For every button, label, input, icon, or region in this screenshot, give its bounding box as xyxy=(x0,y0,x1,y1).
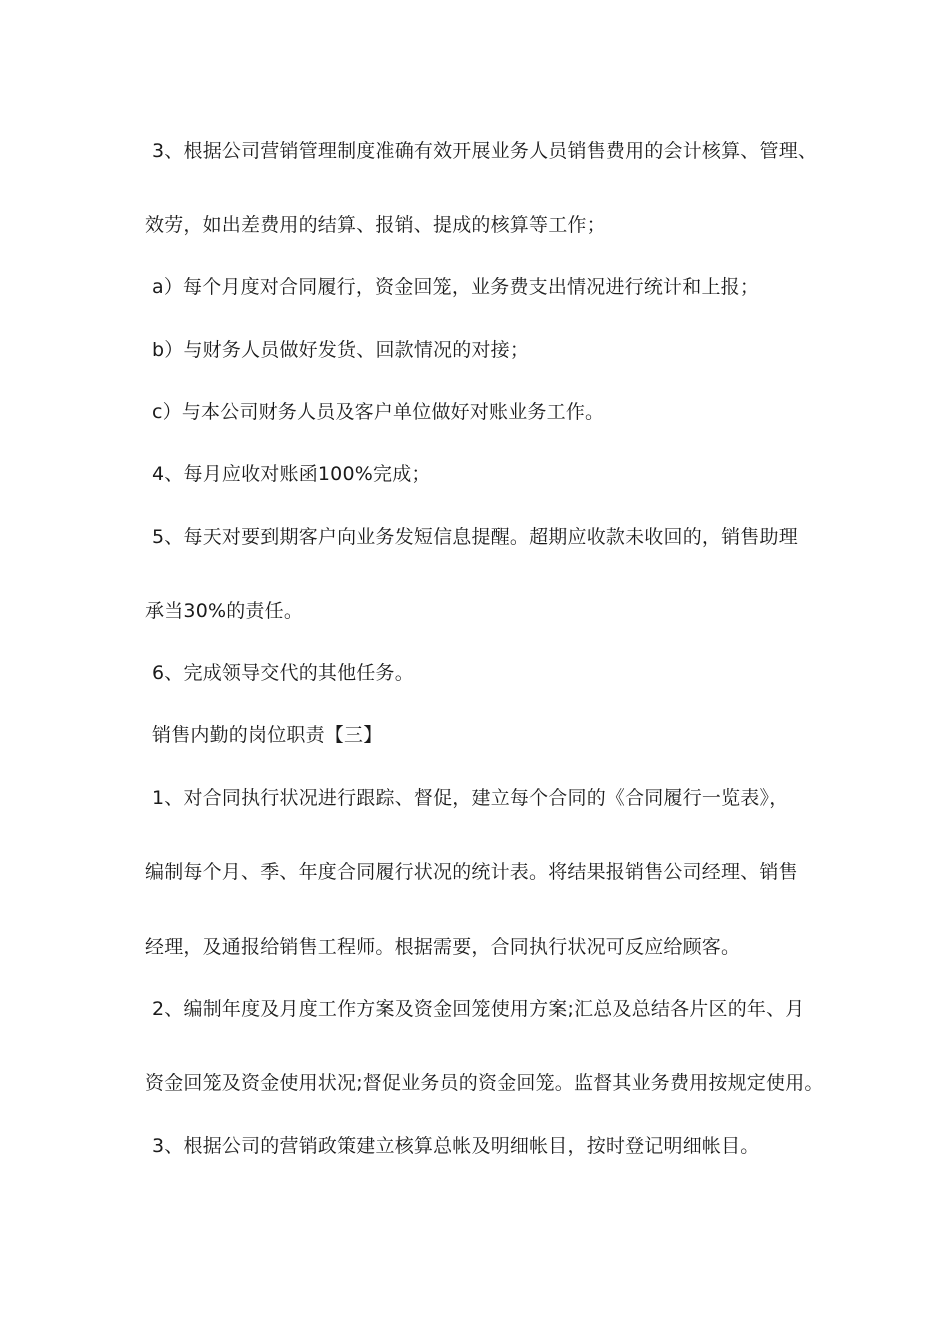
section-heading: 销售内勤的岗位职责【三】 xyxy=(152,724,383,746)
list-item: 6、完成领导交代的其他任务。 xyxy=(152,662,414,684)
paragraph-line: 经理，及通报给销售工程师。根据需要，合同执行状况可反应给顾客。 xyxy=(145,936,741,958)
list-item: 2、编制年度及月度工作方案及资金回笼使用方案;汇总及总结各片区的年、月 xyxy=(152,998,805,1020)
paragraph-line: 编制每个月、季、年度合同履行状况的统计表。将结果报销售公司经理、销售 xyxy=(145,861,798,883)
list-item: 3、根据公司的营销政策建立核算总帐及明细帐目，按时登记明细帐目。 xyxy=(152,1135,760,1157)
list-item: 4、每月应收对账函100%完成； xyxy=(152,463,431,485)
list-item: 5、每天对要到期客户向业务发短信息提醒。超期应收款未收回的，销售助理 xyxy=(152,526,798,548)
paragraph-line: 3、根据公司营销管理制度准确有效开展业务人员销售费用的会计核算、管理、 xyxy=(152,140,818,162)
list-item: c）与本公司财务人员及客户单位做好对账业务工作。 xyxy=(152,401,605,423)
paragraph-line: 资金回笼及资金使用状况;督促业务员的资金回笼。监督其业务费用按规定使用。 xyxy=(145,1072,824,1094)
list-item: a）每个月度对合同履行，资金回笼，业务费支出情况进行统计和上报； xyxy=(152,276,760,298)
paragraph-line: 效劳，如出差费用的结算、报销、提成的核算等工作； xyxy=(145,214,606,236)
list-item: 1、对合同执行状况进行跟踪、督促，建立每个合同的《合同履行一览表》， xyxy=(152,787,789,809)
paragraph-line: 承当30%的责任。 xyxy=(145,600,304,622)
list-item: b）与财务人员做好发货、回款情况的对接； xyxy=(152,339,530,361)
